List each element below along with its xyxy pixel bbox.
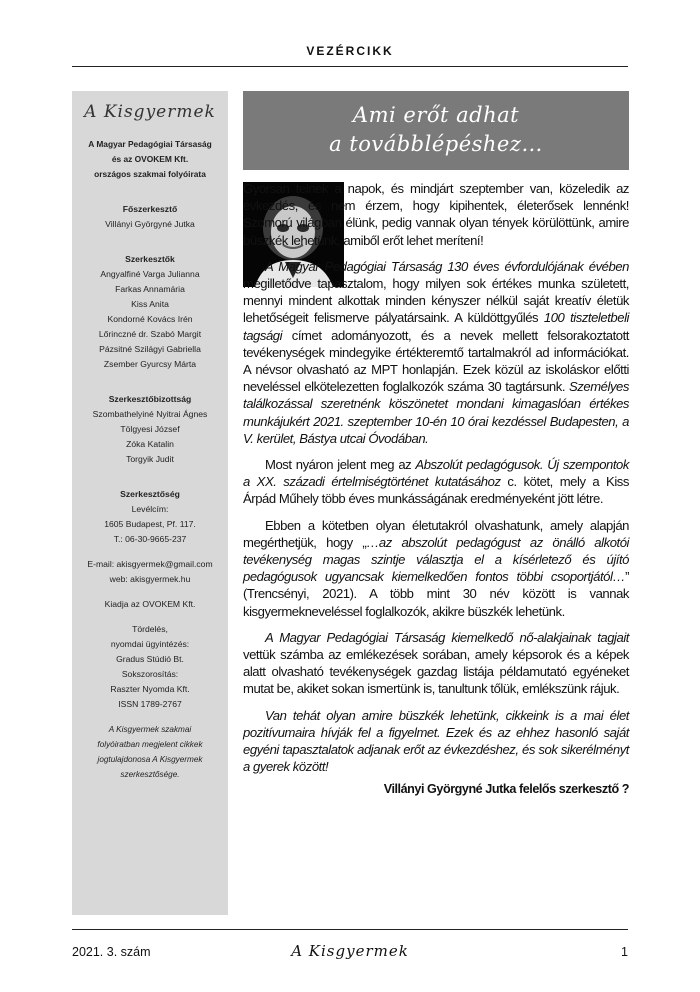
publisher-info [78,137,222,182]
chief-editor-name: Villányi Györgyné Jutka [105,219,195,229]
copyright-line: jogtulajdonosa A Kisgyermek [97,755,203,764]
web-text: web: akisgyermek.hu [109,574,191,584]
article-paragraph: A Magyar Pedagógiai Társaság 130 éves évfordulójának évében megilletődve tapasztalom, hogy milyen sok értékes munka született, mennyi mindent alkottak minden kényszer nélkül saját kreatív életük lehetőségeit felismerve pályatársaink. A küldöttgyűlés 100 tiszteletbeli tagsági címet adományozott, és a nevek mellett felsorakoztatott tevékenységek mindegyike értékteremtő tartalmakról ad információkat. A névsor olvasható az MPT honlapján. Ezek közül az iskoláskor előtti neveléssel elkötelezetten foglalkozók száma 30 tagtársunk. Személyes találkozással szeretnénk köszönetet mondani kimagaslóan értékes munkájukért 2021. szeptember 10-én 10 órai kezdéssel Budapesten, a V. kerület, Bástya utcai Óvodában. [243,258,629,446]
copyright-line: folyóiratban megjelent cikkek [97,740,203,749]
article-title-line2: a továbblépéshez… [329,132,543,156]
article-body [243,180,629,798]
editor-name: Lőrinczné dr. Szabó Margit [98,329,202,339]
editor-name: Zsember Gyurcsy Márta [103,359,197,369]
publisher-line: és az OVOKEM Kft. [111,154,189,164]
production-line: Gradus Stúdió Bt. [116,654,184,664]
masthead-logo: A Kisgyermek [84,102,216,122]
editor-name: Angyalfiné Varga Julianna [100,269,200,279]
production-line: nyomdai ügyintézés: [110,639,190,649]
article-paragraph: Most nyáron jelent meg az Abszolút pedagógusok. Új szempontok a XX. századi értelmiségtörténet kutatásához c. kötet, mely a Kiss Árpád Műhely több éves munkásságának eredményeként jött létre. [243,457,629,507]
copyright-line: A Kisgyermek szakmai [108,725,192,734]
bottom-rule [72,929,628,930]
chief-editor-heading: Főszerkesztő [122,204,178,214]
production-line: Sokszorosítás: [121,669,179,679]
end-mark: ? [621,781,629,796]
production-line: Tördelés, [132,624,168,634]
masthead-sidebar [72,91,228,915]
office-heading: Szerkesztőség [120,489,180,499]
article-paragraph: Ebben a kötetben olyan életutakról olvashatunk, amely alapján megérthetjük, hogy „…az abszolút pedagógust az önálló alkotói tevékenység magas szintje választja el a kísérletező és újító pedagógusok ugyancsak kiemelkedően fontos többi csoportjától…” (Trencsényi, 2021). A több mint 30 név között is vannak kisgyermekneveléssel foglalkozók, akikre büszkék lehetünk. [243,517,630,619]
office-line: Levélcím: [131,504,169,514]
editors-heading: Szerkesztők [125,254,175,264]
article-title-banner [243,91,629,170]
intro-paragraph: Gyorsan telnek a napok, és mindjárt szeptember van, közeledik az évkezdés, és nem érzem, hogy kipihentek, életerősek lennénk! Szomorú világban élünk, pedig vannak olyan tények körülöttünk, amire büszkék lehetünk, amiből erőt lehet merítení! [243,181,629,248]
top-rule [72,66,628,67]
publisher-line: A Magyar Pedagógiai Társaság [88,139,212,149]
editor-name: Farkas Annamária [115,284,185,294]
signature: Villányi Györgyné Jutka felelős szerkesztő ? [383,781,629,796]
office-line: T.: 06-30-9665-237 [113,534,187,544]
page-number: 1 [621,945,628,959]
issue-number: 2021. 3. szám [72,945,151,959]
publisher-line: országos szakmai folyóirata [94,169,206,179]
article-paragraph: A Magyar Pedagógiai Társaság kiemelkedő nő-alakjainak tagjait vettük számba az emlékezések sorában, amely képsorok és a képek alatt olvasható tevékenységek gazdag listája példamutató egyéneket mutat be, akiket sokan ismertünk is, tanultunk tőlük, emlékszünk rájuk. [243,629,629,697]
production-line: Raszter Nyomda Kft. [110,684,190,694]
article-paragraph: Van tehát olyan amire büszkék lehetünk, cikkeink is a mai élet pozitívumaira hívják fel a figyelmet. Ezek és az ehhez hasonló saját egyéni tapasztalatok adjanak erőt az évkezdéshez, és sok sikerélményt a gyerek között! [243,707,629,775]
editor-name: Kiss Anita [131,299,169,309]
board-member: Tölgyesi József [120,424,180,434]
board-heading: Szerkesztőbizottság [108,394,192,404]
copyright-line: szerkesztősége. [120,770,180,779]
editor-name: Kondorné Kovács Irén [107,314,193,324]
article-title-line1: Ami erőt adhat [352,103,520,127]
footer-logo: A Kisgyermek [291,942,409,960]
editor-name: Pázsitné Szilágyi Gabriella [99,344,201,354]
section-label: VEZÉRCIKK [306,44,394,58]
board-member: Zóka Katalin [126,439,174,449]
production-line: ISSN 1789-2767 [118,699,182,709]
office-line: 1605 Budapest, Pf. 117. [104,519,196,529]
issuer-text: Kiadja az OVOKEM Kft. [104,599,196,609]
email-text: E-mail: akisgyermek@gmail.com [87,559,213,569]
board-member: Szombathelyiné Nyitrai Ágnes [92,409,208,419]
board-member: Torgyik Judit [126,454,174,464]
